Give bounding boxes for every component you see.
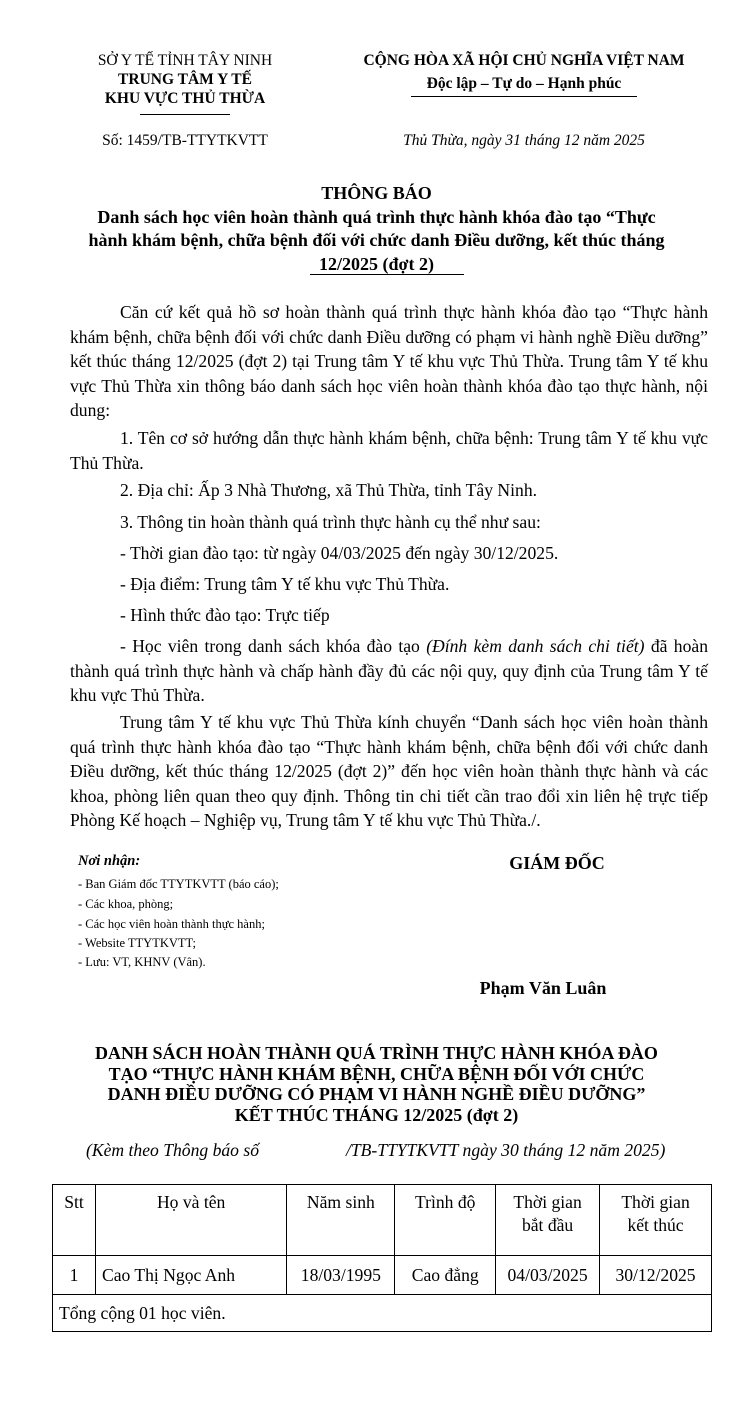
header-left [60,51,310,108]
bullet-training-form: - Hình thức đào tạo: Trực tiếp [120,605,330,625]
motto-underline [411,96,637,97]
bullet-training-place: - Địa điểm: Trung tâm Y tế khu vực Thủ Thừa. [120,574,450,594]
recipient-item: - Các khoa, phòng; [78,897,174,911]
recipient-item: - Lưu: VT, KHNV (Vân). [78,955,206,969]
issuing-department: SỞ Y TẾ TỈNH TÂY NINH [97,52,273,69]
cell-level: Cao đẳng [395,1256,496,1295]
closing-paragraph: Trung tâm Y tế khu vực Thủ Thừa kính chuyển “Danh sách học viên hoàn thành quá trình thực hành khóa đào tạo “Thực hành khám bệnh, chữa bệnh đối với chức danh Điều dưỡng, kết thúc tháng 12/2025 (đợt 2)” đến học viên hoàn thành thực hành và các khoa, phòng liên quan theo quy định. Thông tin chi tiết cần trao đổi xin liên hệ trực tiếp Phòng Kế hoạch – Nghiệp vụ, Trung tâm Y tế khu vực Thủ Thừa./. [70,712,708,831]
signer-title: GIÁM ĐỐC [509,853,605,873]
recipient-item: - Các học viên hoàn thành thực hành; [78,917,265,931]
organization-name-line1: TRUNG TÂM Y TẾ [118,71,252,88]
attachment-reference-right: /TB-TTYTKVTT ngày 30 tháng 12 năm 2025) [346,1140,666,1160]
item-facility: 1. Tên cơ sở hướng dẫn thực hành khám bệnh, chữa bệnh: Trung tâm Y tế khu vực Thủ Thừa. [70,428,708,473]
attachment-heading [40,1043,713,1125]
notice-type: THÔNG BÁO [321,183,432,203]
header-end-time [600,1185,712,1256]
item-completion-info: 3. Thông tin hoàn thành quá trình thực hành cụ thể như sau: [120,512,541,532]
header-birth: Năm sinh [287,1185,395,1256]
national-motto: Độc lập – Tự do – Hạnh phúc [426,75,622,92]
signer-name: Phạm Văn Luân [479,978,607,998]
bullet-students [70,634,708,708]
header-end-line1: Thời gian [621,1192,690,1212]
header-right [330,51,718,93]
notice-subject-line1: Danh sách học viên hoàn thành quá trình thực hành khóa đào tạo “Thực [97,206,656,227]
notice-subject-line2: hành khám bệnh, chữa bệnh đối với chức danh Điều dưỡng, kết thúc tháng [88,230,665,250]
attachment-title-line4: KẾT THÚC THÁNG 12/2025 (đợt 2) [234,1104,519,1125]
attachment-title-line3: DANH ĐIỀU DƯỠNG CÓ PHẠM VI HÀNH NGHỀ ĐIỀU DƯỠNG” [107,1084,646,1104]
attachment-reference-left: (Kèm theo Thông báo số [86,1140,259,1160]
notice-heading [40,182,713,276]
students-table [52,1184,712,1332]
attachment-title-line1: DANH SÁCH HOÀN THÀNH QUÁ TRÌNH THỰC HÀNH KHÓA ĐÀO [95,1043,658,1063]
organization-name-line2: KHU VỰC THỦ THỪA [104,90,266,107]
item-address: 2. Địa chỉ: Ấp 3 Nhà Thương, xã Thủ Thừa, tỉnh Tây Ninh. [120,480,538,500]
bullet-students-attachment-note: (Đính kèm danh sách chi tiết) [426,636,645,656]
table-total-row [53,1295,712,1332]
org-underline [140,114,230,115]
issue-date: Thủ Thừa, ngày 31 tháng 12 năm 2025 [403,132,645,149]
header-end-line2: kết thúc [627,1215,684,1235]
intro-paragraph: Căn cứ kết quả hồ sơ hoàn thành quá trình thực hành khóa đào tạo “Thực hành khám bệnh, chữa bệnh đối với chức danh Điều dưỡng có phạm vi hành nghề Điều dưỡng” kết thúc tháng 12/2025 (đợt 2) tại Trung tâm Y tế khu vực Thủ Thừa. Trung tâm Y tế khu vực Thủ Thừa xin thông báo danh sách học viên hoàn thành khóa đào tạo thực hành, nội dung: [70,302,708,421]
recipients-title: Nơi nhận: [78,853,141,869]
header-start-line1: Thời gian [513,1192,582,1212]
cell-birth: 18/03/1995 [287,1256,395,1295]
table-row [53,1256,712,1295]
bullet-students-text: - Học viên trong danh sách khóa đào tạo [120,636,427,656]
cell-stt: 1 [53,1256,96,1295]
cell-total: Tổng cộng 01 học viên. [53,1295,712,1332]
cell-start: 04/03/2025 [496,1256,600,1295]
attachment-title-line2: TẠO “THỰC HÀNH KHÁM BỆNH, CHỮA BỆNH ĐỐI VỚI CHỨC [108,1063,645,1084]
document-number: Số: 1459/TB-TTYTKVTT [102,132,268,149]
notice-subject-line3: 12/2025 (đợt 2) [319,253,434,274]
bullet-training-time: - Thời gian đào tạo: từ ngày 04/03/2025 đến ngày 30/12/2025. [120,543,559,563]
country-name: CỘNG HÒA XÃ HỘI CHỦ NGHĨA VIỆT NAM [363,52,685,69]
cell-name: Cao Thị Ngọc Anh [95,1256,286,1295]
header-start-time [496,1185,600,1256]
header-name: Họ và tên [95,1185,286,1256]
header-stt: Stt [53,1185,96,1256]
recipient-item: - Ban Giám đốc TTYTKVTT (báo cáo); [78,877,279,891]
header-level: Trình độ [395,1185,496,1256]
subject-underline [310,274,464,275]
cell-end: 30/12/2025 [600,1256,712,1295]
recipient-item: - Website TTYTKVTT; [78,936,196,950]
bullet-students-text-end: đã hoàn thành quá trình thực hành và chấp hành đầy đủ các nội quy, quy định của Trung tâm Y tế khu vực Thủ Thừa. [70,636,708,706]
header-start-line2: bắt đầu [521,1215,574,1235]
table-header-row [53,1185,712,1256]
